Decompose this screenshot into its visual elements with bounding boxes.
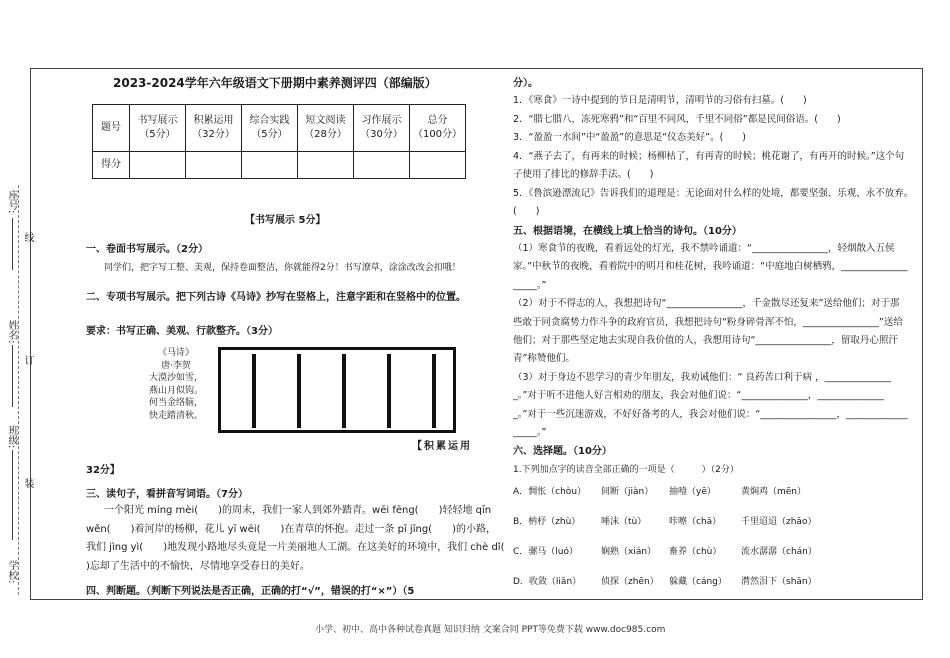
score-cell-6[interactable] (410, 152, 466, 179)
q6-option-d[interactable]: D．收敛（liǎn） 侦探（zhēn） 躲藏（cáng） 潸然泪下（shān） (513, 577, 817, 587)
grid-line (342, 354, 346, 428)
score-header-2: 积累运用 （32分） (186, 105, 242, 152)
grid-line (252, 354, 256, 428)
section-writing: 【书写展示 5分】 (245, 215, 326, 226)
q4-item: 子使用了排比的修辞手法。( ) (513, 169, 654, 180)
q5-line: _____。” (513, 279, 547, 291)
q6-option-c[interactable]: C．骡马（luó） 娴熟（xián） 畜养（chù） 流水潺潺（chán） (513, 547, 817, 557)
school-label: 学校: (6, 560, 17, 584)
poem-line: 快走踏清秋。 (148, 410, 203, 421)
q5-title: 五、根据语境，在横线上填上恰当的诗句。（10分） (513, 226, 742, 237)
q5-line: _。”对于听不进他人好言相劝的朋友，我会对他们说：“______________，______________ (513, 390, 884, 402)
q6-options (513, 484, 913, 604)
q3-title: 三、读句子，看拼音写词语。（7分） (86, 489, 248, 500)
footer-text: 小学、初中、高中各种试卷真题 知识归纳 文案合同 PPT等免费下载 www.doc985.com (315, 625, 666, 635)
q4-item: 4．“燕子去了，有再来的时候；杨柳枯了，有再青的时候；桃花谢了，有再开的时候。”这个句 (513, 150, 905, 162)
poem-line: 大漠沙如雪， (148, 373, 203, 383)
q4-item: 2．“腊七腊八，冻死寒鸦”和“百里不同风，千里不同俗”都是民间俗语。( ) (513, 113, 841, 125)
score-header-4: 短文阅读 （28分） (298, 105, 354, 152)
q4-item: ( ) (513, 206, 540, 217)
binding-line (18, 185, 19, 595)
q2-title: 二、专项书写展示。把下列古诗《马诗》抄写在竖格上，注意字距和在竖格中的位置。 (86, 292, 466, 303)
grid-line (297, 354, 301, 428)
score-table-row-label: 题号 (93, 105, 130, 152)
section-accum-a: 【积累运用 (412, 441, 472, 452)
binding-xian: 线 (22, 232, 33, 242)
grid-line (387, 354, 391, 428)
q4-item: 5．《鲁滨逊漂流记》告诉我们的道理是：无论面对什么样的处境，都要坚强、乐观、永不放弃。 (513, 187, 914, 199)
poem-line: 何当金络脑， (148, 398, 203, 408)
q2-requirement: 要求：书写正确、美观、行款整齐。（3分） (86, 326, 278, 337)
q6-option-a[interactable]: A．惆怅（chòu） 间断（jiàn） 抽噎（yē） 黄焖鸡（mēn） (513, 487, 807, 497)
q6-title: 六、选择题。（10分） (513, 446, 612, 457)
q5-line: 家。”中秋节的夜晚，看着院中的明月和桂花树，我吟诵道：“中庭地白树栖鸦，______________ (513, 261, 908, 273)
q4-item: 3．“盈盈一水间”中“盈盈”的意思是“仪态美好”。( ) (513, 132, 746, 143)
poem-text (144, 347, 208, 422)
q1-text: 同学们，把字写工整、美观，保持卷面整洁，你就能得2分！书写潦草，涂涂改改会扣哦！ (104, 263, 461, 273)
q3-line: )忘却了生活中的不愉快，尽情地享受春日的美好。 (86, 560, 310, 572)
score-cell-4[interactable] (298, 152, 354, 179)
q3-passage (86, 502, 504, 576)
poem-title: 《马诗》 (157, 348, 194, 358)
section-accum-b: 32分】 (86, 465, 120, 476)
score-cell-5[interactable] (354, 152, 410, 179)
poem-line: 燕山月似钩。 (148, 385, 203, 396)
q5-line: （3）对于身边不思学习的青少年朋友，我劝诫他们：“ 良药苦口利于病 ，______________ (513, 371, 892, 383)
q5-line: 他们；对于那些坚定地去实现自我价值的人，我想用诗句“________________，留取丹心照汗 (513, 335, 898, 347)
score-table (92, 104, 466, 179)
q4-title-cont: 分）。 (513, 78, 538, 89)
q6-stem: 1.下列加点字的读音全部正确的一项是（ ）（2分） (513, 465, 739, 475)
q4-items (513, 92, 913, 222)
class-blank[interactable] (12, 450, 13, 540)
q1-title: 一、卷面书写展示。（2分） (86, 244, 208, 255)
name-blank[interactable] (12, 345, 13, 407)
score-header-3: 综合实践 （5分） (242, 105, 298, 152)
q5-line: 青”称赞他们。 (513, 353, 575, 365)
q5-line: _____。” (513, 427, 547, 439)
score-cell-3[interactable] (242, 152, 298, 179)
poem-author: 唐·李贺 (161, 360, 191, 371)
q3-line: 我们 jìng yì( )地发现小路地尽头竟是一片美丽地人工湖。在这美好的环境中，我们 chè dǐ( (86, 542, 505, 553)
copy-grid[interactable] (218, 347, 456, 433)
q6-option-b[interactable]: B．枘杼（zhù） 唾沫（tù） 咔嚓（chā） 千里迢迢（zhāo） (513, 517, 817, 527)
seat-label: 座号: (6, 190, 17, 214)
grid-line (432, 354, 436, 428)
binding-zhuang: 装 (22, 478, 33, 488)
q5-line: 些敢于同贪腐势力作斗争的政府官员，我想把诗句“粉身碎骨浑不怕，________________”送给 (513, 316, 903, 328)
name-label: 姓名: (6, 320, 17, 344)
score-table-score-label: 得分 (93, 152, 130, 179)
q5-line: （1）寒食节的夜晚，看着远处的灯光，我不禁吟诵道：“________________，轻烟散入五侯 (513, 243, 895, 254)
q4-item: 1．《寒食》一诗中提到的节日是清明节，清明节的习俗有扫墓。( ) (513, 95, 807, 106)
score-cell-1[interactable] (130, 152, 186, 179)
score-header-5: 习作展示 （30分） (354, 105, 410, 152)
q5-line: （2）对于不得志的人，我想把诗句“________________，千金散尽还复来”送给他们；对于那 (513, 298, 900, 310)
q3-line: 一个阳光 míng mèi( )的周末，我们一家人到郊外踏青。wēi fēng( )轻轻地 qīn (104, 505, 492, 516)
seat-blank[interactable] (12, 218, 13, 270)
binding-ding: 订 (22, 355, 33, 365)
q5-line: _。”对于一些沉迷游戏，不好好备考的人，我会对他们说：“________________，_____________ (513, 408, 908, 420)
score-header-6: 总分 （100分） (410, 105, 466, 152)
score-cell-2[interactable] (186, 152, 242, 179)
q5-items (513, 240, 908, 442)
score-header-1: 书写展示 （5分） (130, 105, 186, 152)
exam-title: 2023-2024学年六年级语文下册期中素养测评四（部编版） (113, 76, 437, 90)
q4-title: 四、判断题。（判断下列说法是否正确，正确的打“√”，错误的打“×”）（5 (86, 586, 415, 597)
q3-line: wěn( )着河岸的杨柳，花儿 yī wēi( )在青草的怀抱。走过一条 pī jīng( )的小路， (86, 523, 496, 535)
class-label: 班级: (6, 425, 17, 449)
